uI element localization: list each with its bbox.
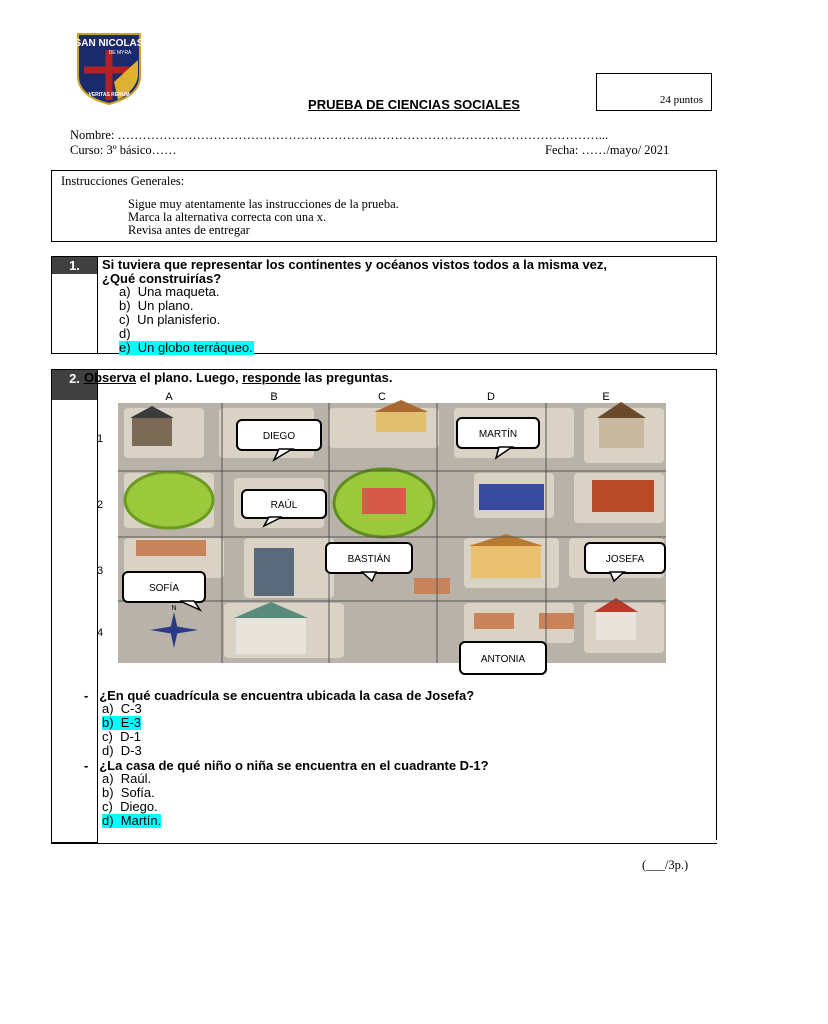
course-field: Curso: 3º básico……	[70, 143, 177, 157]
option-text: Martín.	[120, 813, 162, 828]
instruction-item: Marca la alternativa correcta con una x.	[128, 210, 327, 224]
option-letter: d)	[102, 813, 114, 828]
score-field[interactable]: (___/3p.)	[642, 858, 689, 872]
bubble-antonia	[460, 642, 546, 674]
bubble-label: BASTIÁN	[347, 554, 391, 565]
instructions-title: Instrucciones Generales:	[61, 174, 185, 188]
q2-sub2-option-c[interactable]	[102, 800, 158, 814]
right-border	[716, 257, 717, 355]
option-text: Una maqueta.	[137, 284, 220, 299]
instructions-box	[51, 170, 717, 242]
bullet: -	[84, 688, 89, 703]
option-text: Un globo terráqueo.	[137, 340, 253, 355]
q2-sub2-option-d[interactable]	[102, 814, 161, 828]
city-map-grid	[96, 388, 666, 678]
q1-option-e[interactable]	[119, 341, 254, 355]
sub-question-text: ¿En qué cuadrícula se encuentra ubicada la casa de Josefa?	[99, 688, 475, 703]
q1-option-c[interactable]	[119, 313, 220, 327]
q2-sub2-option-b[interactable]	[102, 786, 155, 800]
page-title: PRUEBA DE CIENCIAS SOCIALES	[308, 97, 520, 112]
logo-school-name: SAN NICOLAS	[74, 38, 144, 49]
bullet: -	[84, 758, 89, 773]
map-playground	[362, 488, 406, 514]
option-text: Un planisferio.	[137, 312, 221, 327]
bubble-label: DIEGO	[262, 431, 296, 442]
option-letter: b)	[102, 785, 114, 800]
option-letter: a)	[119, 284, 131, 299]
compass-north-label: N	[171, 605, 177, 612]
map-row-label: 1	[96, 433, 104, 445]
stem-verb-responde: responde	[242, 370, 301, 385]
stem-text: el plano. Luego,	[136, 370, 243, 385]
sub-question-text: ¿La casa de qué niño o niña se encuentra en el cuadrante D-1?	[99, 758, 489, 773]
option-text: Sofía.	[120, 785, 155, 800]
option-text: D-1	[120, 729, 142, 744]
map-row-label: 4	[96, 627, 104, 639]
q2-sub1	[84, 688, 474, 703]
map-col-label: B	[270, 391, 278, 403]
bubble-label: SOFÍA	[148, 583, 180, 594]
option-letter: e)	[119, 340, 131, 355]
right-border	[716, 370, 717, 840]
question-1-stem-line2: ¿Qué construirías?	[102, 271, 222, 286]
question-2-stem	[84, 370, 392, 385]
bubble-label: RAÚL	[270, 500, 298, 511]
q1-option-d[interactable]	[119, 327, 134, 341]
school-crest-logo	[74, 30, 144, 106]
logo-motto: VERITAS RERUM	[88, 92, 130, 98]
bottom-border	[52, 842, 98, 843]
option-letter: b)	[102, 715, 114, 730]
question-1-stem-line1: Si tuviera que representar los continentes y océanos vistos todos a la misma vez,	[102, 257, 608, 272]
option-text: Raúl.	[120, 771, 152, 786]
question-2-number: 2.	[52, 370, 97, 400]
bubble-label: JOSEFA	[605, 554, 645, 565]
option-letter: a)	[102, 701, 114, 716]
logo-school-sub: DE MYRA	[108, 50, 132, 56]
bubble-label: MARTÍN	[478, 429, 518, 440]
map-row-label: 3	[96, 565, 104, 577]
option-letter: c)	[102, 729, 113, 744]
option-letter: b)	[119, 298, 131, 313]
q1-option-a[interactable]	[119, 285, 219, 299]
q2-sub2-option-a[interactable]	[102, 772, 151, 786]
map-zoo-park	[125, 472, 213, 528]
stem-text: las preguntas.	[300, 370, 393, 385]
column-divider	[97, 257, 98, 353]
option-letter: d)	[119, 326, 131, 341]
option-letter: c)	[102, 799, 113, 814]
stem-verb-observa: Observa	[84, 370, 137, 385]
map-row-label: 2	[96, 499, 104, 511]
option-letter: a)	[102, 771, 114, 786]
bubble-label: ANTONIA	[480, 654, 526, 665]
name-field[interactable]: Nombre: ……………………………………………………..………………………………………………...	[70, 128, 609, 142]
instruction-item: Revisa antes de entregar	[128, 223, 250, 237]
map-col-label: E	[602, 391, 610, 403]
option-letter: d)	[102, 743, 114, 758]
q2-sub1-option-a[interactable]	[102, 702, 142, 716]
instruction-item: Sigue muy atentamente las instrucciones de la prueba.	[128, 197, 399, 211]
option-letter: c)	[119, 312, 130, 327]
q2-sub1-option-c[interactable]	[102, 730, 141, 744]
date-field: Fecha: ……/mayo/ 2021	[545, 143, 670, 157]
option-text: C-3	[120, 701, 142, 716]
map-col-label: D	[487, 391, 495, 403]
map-col-label: A	[165, 391, 173, 403]
question-1-number: 1.	[52, 257, 97, 274]
option-text: Diego.	[120, 799, 158, 814]
q1-option-b[interactable]	[119, 299, 193, 313]
q2-sub1-option-d[interactable]	[102, 744, 142, 758]
option-text: D-3	[120, 743, 142, 758]
map-col-label: C	[378, 391, 386, 403]
option-text: E-3	[120, 715, 142, 730]
option-text: Un plano.	[137, 298, 194, 313]
q2-sub1-option-b[interactable]	[102, 716, 141, 730]
points-text: 24 puntos	[659, 94, 703, 106]
